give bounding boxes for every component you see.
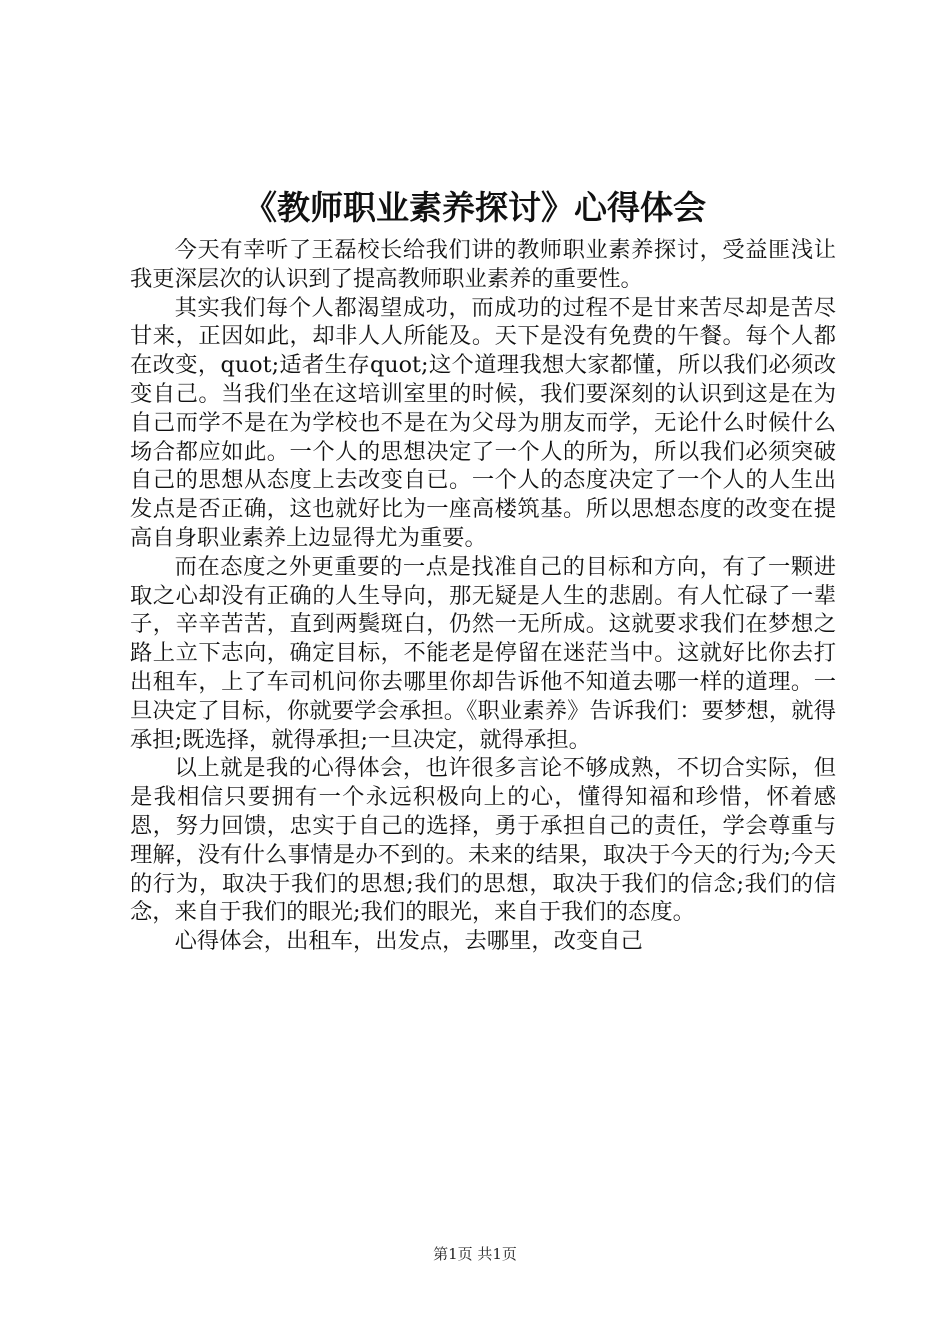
paragraph-keywords: 心得体会，出租车，出发点，去哪里，改变自己 bbox=[174, 928, 643, 955]
paragraph-intro: 今天有幸听了王磊校长给我们讲的教师职业素养探讨，受益匪浅让我更深层次的认识到了提高教师职业素养的重要性。 bbox=[130, 237, 836, 292]
document-body bbox=[130, 236, 836, 956]
paragraph-goals: 而在态度之外更重要的一点是找准自己的目标和方向，有了一颗进取之心却没有正确的人生导向，那无疑是人生的悲剧。有人忙碌了一辈子，辛辛苦苦，直到两鬓斑白，仍然一无所成。这就要求我们在梦想之路上立下志向，确定目标，不能老是停留在迷茫当中。这就好比你去打出租车，上了车司机问你去哪里你却告诉他不知道去哪一样的道理。一旦决定了目标，你就要学会承担。《职业素养》告诉我们：要梦想，就得承担;既选择，就得承担;一旦决定，就得承担。 bbox=[130, 553, 836, 753]
paragraph-attitude: 其实我们每个人都渴望成功，而成功的过程不是甘来苦尽却是苦尽甘来，正因如此，却非人人所能及。天下是没有免费的午餐。每个人都在改变，quot;适者生存quot;这个道理我想大家都懂，所以我们必须改变自己。当我们坐在这培训室里的时候，我们要深刻的认识到这是在为自己而学不是在为学校也不是在为父母为朋友而学，无论什么时候什么场合都应如此。一个人的思想决定了一个人的所为，所以我们必须突破自己的思想从态度上去改变自已。一个人的态度决定了一个人的人生出发点是否正确，这也就好比为一座高楼筑基。所以思想态度的改变在提高自身职业素养上边显得尤为重要。 bbox=[130, 294, 836, 551]
document-title: 《教师职业素养探讨》心得体会 bbox=[244, 188, 706, 227]
paragraph-conclusion: 以上就是我的心得体会，也许很多言论不够成熟，不切合实际，但是我相信只要拥有一个永远积极向上的心，懂得知福和珍惜，怀着感恩，努力回馈，忠实于自己的选择，勇于承担自己的责任，学会尊重与理解，没有什么事情是办不到的。未来的结果，取决于今天的行为;今天的行为，取决于我们的思想;我们的思想，取决于我们的信念;我们的信念，来自于我们的眼光;我们的眼光，来自于我们的态度。 bbox=[130, 755, 836, 926]
page-number-footer: 第1页 共1页 bbox=[433, 1245, 517, 1263]
